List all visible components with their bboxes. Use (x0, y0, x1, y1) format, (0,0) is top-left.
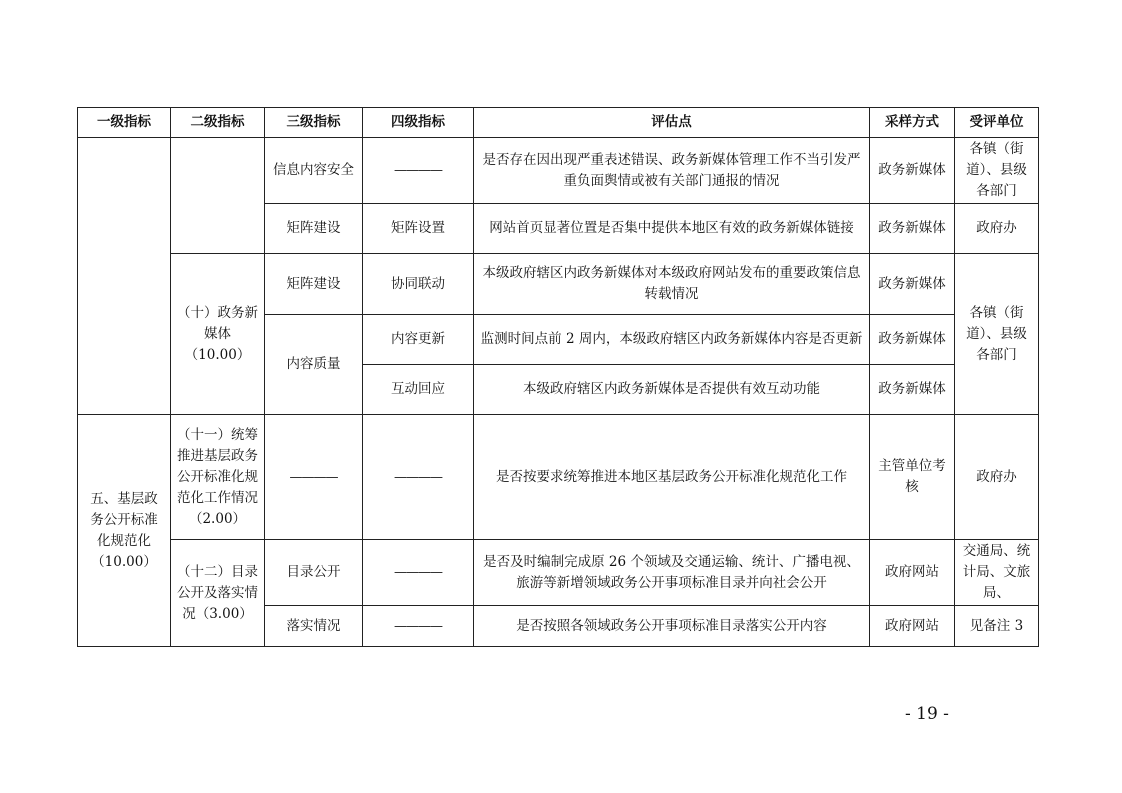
level2-cell: （十二）目录公开及落实情况（3.00） (171, 540, 265, 647)
point-cell: 监测时间点前 2 周内，本级政府辖区内政务新媒体内容是否更新 (474, 315, 870, 365)
level4-cell: 互动回应 (363, 365, 474, 415)
method-cell: 政务新媒体 (870, 365, 955, 415)
level4-cell: ———— (363, 540, 474, 606)
method-cell: 政府网站 (870, 606, 955, 647)
level4-cell: 内容更新 (363, 315, 474, 365)
point-cell: 是否按照各领域政务公开事项标准目录落实公开内容 (474, 606, 870, 647)
unit-cell: 政府办 (955, 415, 1039, 540)
unit-cell: 各镇（街道）、县级各部门 (955, 138, 1039, 204)
level3-cell: 目录公开 (265, 540, 363, 606)
header-level1: 一级指标 (78, 108, 171, 138)
level4-cell: ———— (363, 138, 474, 204)
method-cell: 政府网站 (870, 540, 955, 606)
unit-cell: 政府办 (955, 204, 1039, 254)
point-cell: 本级政府辖区内政务新媒体对本级政府网站发布的重要政策信息转载情况 (474, 254, 870, 315)
level2-cell: （十一）统筹推进基层政务公开标准化规范化工作情况（2.00） (171, 415, 265, 540)
level3-cell: ———— (265, 415, 363, 540)
point-cell: 是否及时编制完成原 26 个领域及交通运输、统计、广播电视、旅游等新增领域政务公开事项标准目录并向社会公开 (474, 540, 870, 606)
method-cell: 政务新媒体 (870, 138, 955, 204)
point-cell: 本级政府辖区内政务新媒体是否提供有效互动功能 (474, 365, 870, 415)
unit-cell: 交通局、统计局、文旅局、 (955, 540, 1039, 606)
level4-cell: ———— (363, 606, 474, 647)
header-unit: 受评单位 (955, 108, 1039, 138)
page-number: - 19 - (905, 704, 949, 724)
method-cell: 政务新媒体 (870, 204, 955, 254)
level2-cell: （十）政务新媒体（10.00） (171, 254, 265, 415)
point-cell: 是否按要求统筹推进本地区基层政务公开标准化规范化工作 (474, 415, 870, 540)
table-row (78, 415, 1039, 540)
level3-cell: 矩阵建设 (265, 204, 363, 254)
level4-cell: 协同联动 (363, 254, 474, 315)
point-cell: 是否存在因出现严重表述错误、政务新媒体管理工作不当引发严重负面舆情或被有关部门通报的情况 (474, 138, 870, 204)
header-level3: 三级指标 (265, 108, 363, 138)
unit-cell: 各镇（街道）、县级各部门 (955, 254, 1039, 415)
level1-cell-empty (78, 138, 171, 415)
point-cell: 网站首页显著位置是否集中提供本地区有效的政务新媒体链接 (474, 204, 870, 254)
method-cell: 政务新媒体 (870, 254, 955, 315)
method-cell: 政务新媒体 (870, 315, 955, 365)
level4-cell: 矩阵设置 (363, 204, 474, 254)
level4-cell: ———— (363, 415, 474, 540)
level3-cell: 内容质量 (265, 315, 363, 415)
header-point: 评估点 (474, 108, 870, 138)
header-level2: 二级指标 (171, 108, 265, 138)
header-method: 采样方式 (870, 108, 955, 138)
header-level4: 四级指标 (363, 108, 474, 138)
level3-cell: 落实情况 (265, 606, 363, 647)
unit-cell: 见备注 3 (955, 606, 1039, 647)
table-row (78, 540, 1039, 606)
method-cell: 主管单位考核 (870, 415, 955, 540)
table-row (78, 138, 1039, 204)
level3-cell: 矩阵建设 (265, 254, 363, 315)
table-row (78, 254, 1039, 315)
indicator-table (77, 107, 1039, 647)
level3-cell: 信息内容安全 (265, 138, 363, 204)
level1-cell: 五、基层政务公开标准化规范化（10.00） (78, 415, 171, 647)
level2-cell-empty (171, 138, 265, 254)
header-row (78, 108, 1039, 138)
